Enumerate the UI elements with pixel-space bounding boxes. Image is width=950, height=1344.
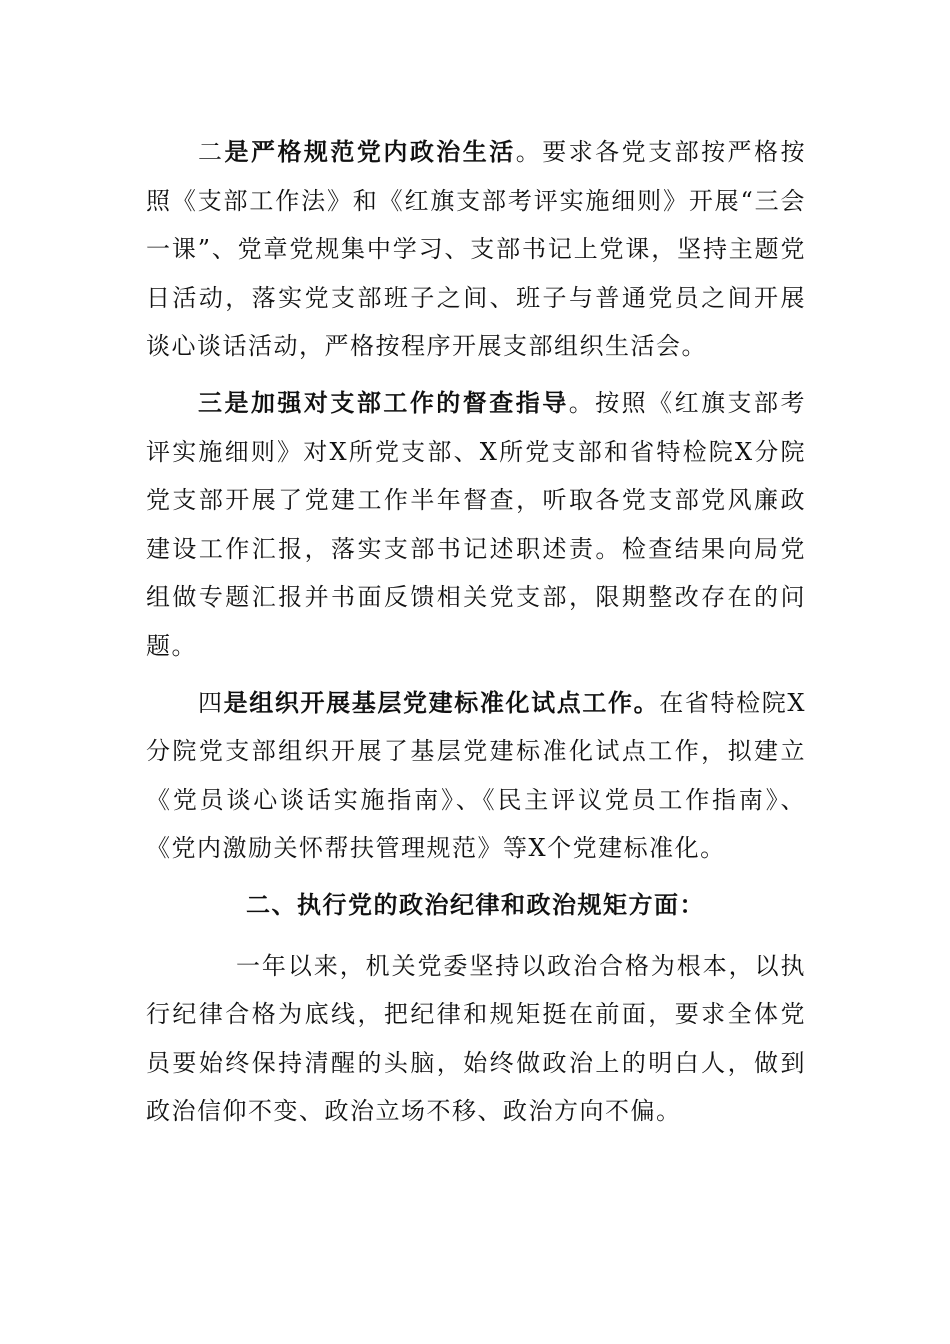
paragraph-4-lead [198, 688, 659, 717]
paragraph-4-number: 四 [198, 688, 224, 717]
paragraph-3-body: 。按照《红旗支部考评实施细则》对X所党支部、X所党支部和省特检院X分院党支部开展了党建工作半年督查，听取各党支部党风廉政建设工作汇报，落实支部书记述职述责。检查结果向局党组做专题汇报并书面反馈相关党支部，限期整改存在的问题。 [146, 388, 807, 660]
document-body [146, 128, 806, 1144]
paragraph-2-lead [198, 137, 516, 166]
paragraph-3-lead: 三是加强对支部工作的督查指导 [198, 387, 569, 417]
paragraph-4-lead-text: 是组织开展基层党建标准化试点工作。 [223, 687, 660, 717]
section-heading: 二、执行党的政治纪律和政治规矩方面： [246, 889, 705, 919]
paragraph-2-number: 二 [198, 138, 225, 166]
paragraph-3 [146, 379, 806, 671]
section-body-paragraph: 一年以来，机关党委坚持以政治合格为根本，以执行纪律合格为底线，把纪律和规矩挺在前面，要求全体党员要始终保持清醒的头脑，始终做政治上的明白人，做到政治信仰不变、政治立场不移、政治方向不偏。 [146, 951, 806, 1126]
paragraph-4 [146, 679, 806, 873]
paragraph-2-body: 。要求各党支部按严格按照《支部工作法》和《红旗支部考评实施细则》开展“三会一课”、党章党规集中学习、支部书记上党课，坚持主题党日活动，落实党支部班子之间、班子与普通党员之间开展谈心谈话活动，严格按程序开展支部组织生活会。 [146, 138, 807, 361]
paragraph-4-body: 在省特检院X分院党支部组织开展了基层党建标准化试点工作，拟建立《党员谈心谈话实施指南》、《民主评议党员工作指南》、《党内激励关怀帮扶管理规范》等X个党建标准化。 [146, 688, 807, 863]
paragraph-2 [146, 128, 806, 371]
paragraph-2-lead-text: 是严格规范党内政治生活 [224, 137, 516, 166]
